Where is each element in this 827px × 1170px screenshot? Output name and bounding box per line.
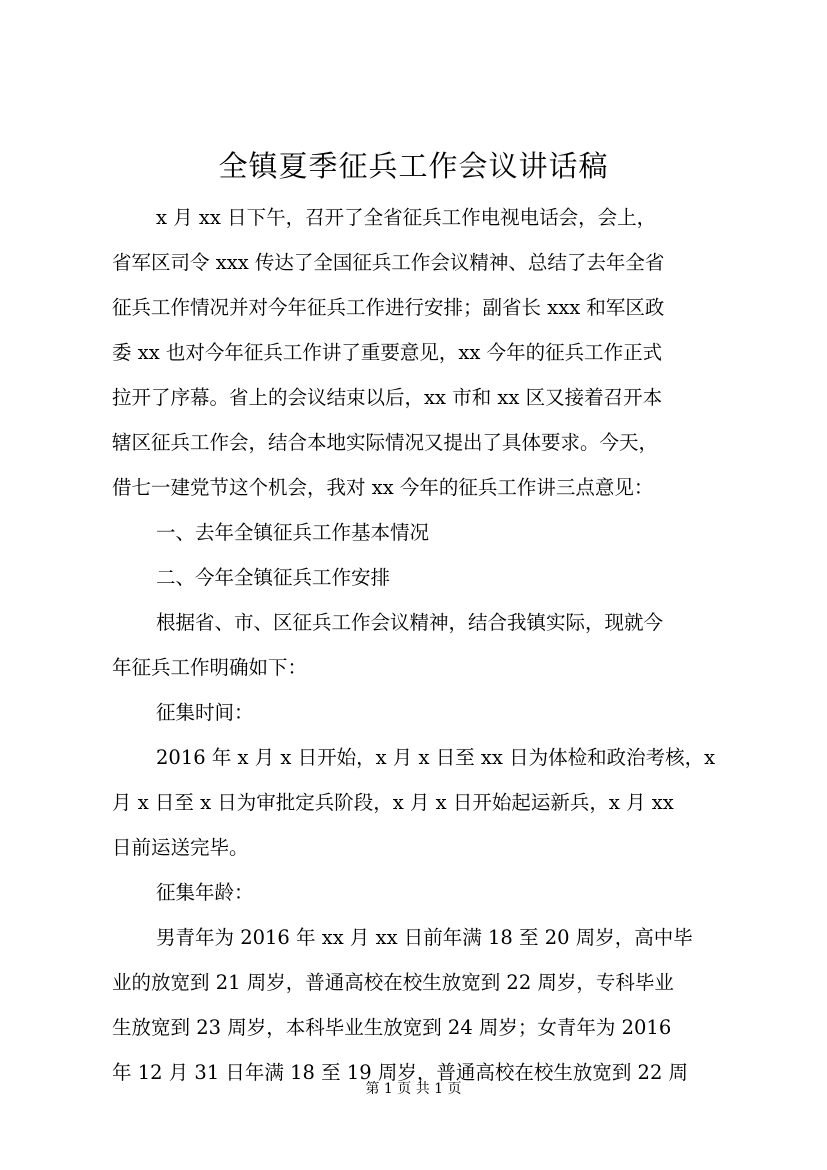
- paragraph-line: 男青年为 2016 年 xx 月 xx 日前年满 18 至 20 周岁，高中毕: [156, 926, 693, 949]
- paragraph-line: 委 xx 也对今年征兵工作讲了重要意见，xx 今年的征兵工作正式: [112, 341, 663, 364]
- paragraph-line: 生放宽到 23 周岁，本科毕业生放宽到 24 周岁；女青年为 2016: [112, 1016, 672, 1039]
- paragraph-line: 省军区司令 xxx 传达了全国征兵工作会议精神、总结了去年全省: [112, 251, 665, 274]
- document-title: 全镇夏季征兵工作会议讲话稿: [218, 149, 609, 183]
- paragraph-line: 征兵工作情况并对今年征兵工作进行安排；副省长 xxx 和军区政: [112, 296, 665, 319]
- paragraph-line: 业的放宽到 21 周岁，普通高校在校生放宽到 22 周岁，专科毕业: [112, 971, 674, 994]
- section-heading: 一、去年全镇征兵工作基本情况: [156, 521, 430, 544]
- subsection-label: 征集时间：: [156, 701, 254, 724]
- paragraph-line: 月 x 日至 x 日为审批定兵阶段，x 月 x 日开始起运新兵，x 月 xx: [112, 791, 674, 814]
- paragraph-line: 2016 年 x 月 x 日开始，x 月 x 日至 xx 日为体检和政治考核，x: [156, 746, 716, 769]
- page-footer: 第 1 页 共 1 页: [365, 1081, 462, 1097]
- paragraph-line: 年 12 月 31 日年满 18 至 19 周岁，普通高校在校生放宽到 22 周: [112, 1061, 689, 1084]
- paragraph-line: 辖区征兵工作会，结合本地实际情况又提出了具体要求。今天，: [112, 431, 659, 454]
- paragraph-line: 根据省、市、区征兵工作会议精神，结合我镇实际，现就今: [156, 611, 664, 634]
- paragraph-line: 日前运送完毕。: [112, 836, 249, 859]
- section-heading: 二、今年全镇征兵工作安排: [156, 566, 391, 589]
- paragraph-line: x 月 xx 日下午，召开了全省征兵工作电视电话会，会上，: [156, 206, 657, 229]
- document-body: [112, 195, 742, 1095]
- paragraph-line: 年征兵工作明确如下：: [112, 656, 308, 679]
- paragraph-line: 拉开了序幕。省上的会议结束以后，xx 市和 xx 区又接着召开本: [112, 386, 663, 409]
- paragraph-line: 借七一建党节这个机会，我对 xx 今年的征兵工作讲三点意见：: [112, 476, 654, 499]
- subsection-label: 征集年龄：: [156, 881, 254, 904]
